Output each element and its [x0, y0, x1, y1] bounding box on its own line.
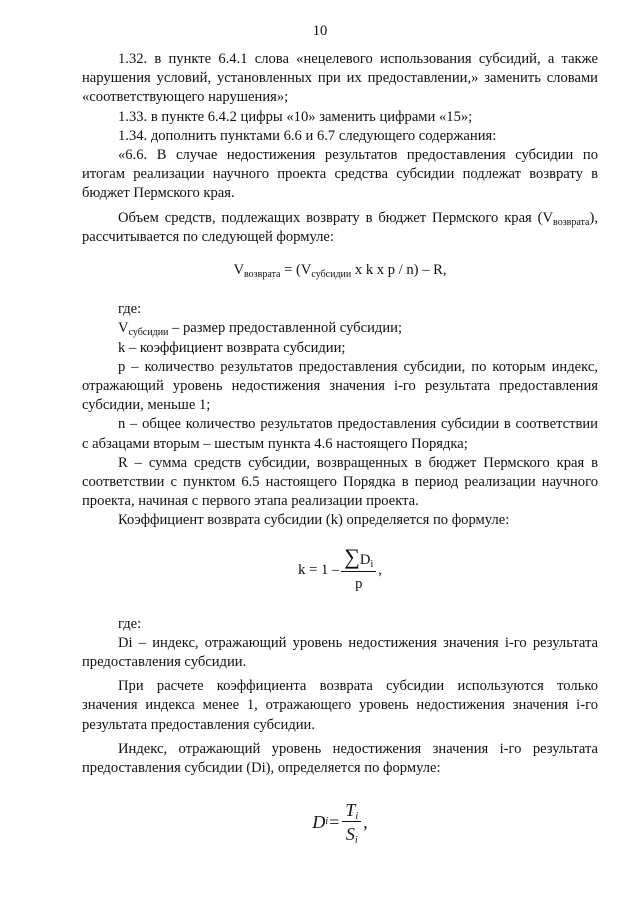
page-number: 10 — [312, 23, 328, 39]
paragraph-volume — [82, 209, 598, 247]
paragraph-6-6: «6.6. В случае недостижения результатов предоставления субсидии по итогам реализации научного проекта средства субсидии подлежат возврату в бюджет Пермского края. — [82, 147, 598, 202]
formula3-den: S — [345, 824, 355, 845]
k-formula-intro: Коэффициент возврата субсидии (k) определяется по формуле: — [118, 512, 510, 529]
formula-return-volume — [82, 261, 598, 280]
formula3-numerator — [342, 800, 361, 822]
formula2-numerator — [341, 544, 376, 572]
formula3-eq: = — [328, 811, 341, 832]
formula1-rest: x k x p / n) – R, — [351, 262, 447, 279]
def-v-letter: V — [118, 320, 129, 337]
formula1-eq-open: = (V — [280, 262, 312, 279]
where-label-2: где: — [118, 615, 142, 632]
definition-v-subsidy — [82, 319, 598, 338]
formula2-num-sub: i — [370, 559, 374, 571]
formula1-lhs-sub: возврата — [244, 269, 281, 281]
volume-sub: возврата — [553, 216, 590, 228]
paragraph-1-32: 1.32. в пункте 6.4.1 слова «нецелевого использования субсидий, а также нарушения условий, установленных при их предоставлении,» заменить словами «соответствующего нарушения»; — [82, 51, 598, 106]
formula3-denominator — [345, 822, 358, 847]
sigma-symbol: ∑ — [344, 544, 360, 570]
definition-r: R – сумма средств субсидии, возвращенных в бюджет Пермского края в соответствии с пунктом 6.5 настоящего Порядка в период реализации научного проекта, начиная с первого этапа реализации проекта. — [82, 454, 598, 510]
formula3-num-sub: i — [355, 811, 359, 823]
definition-k: k – коэффициент возврата субсидии; — [118, 339, 346, 356]
formula1-rhs-sub: субсидии — [311, 269, 352, 281]
calc-note: При расчете коэффициента возврата субсидии используются только значения индекса менее 1, отражающего уровень недостижения значения i-го результата предоставления субсидии. — [82, 678, 598, 733]
formula1-lhs: V — [233, 262, 245, 279]
volume-text-b: ), рассчитывается по следующей формуле: — [82, 209, 598, 245]
formula2-tail: , — [378, 562, 382, 579]
paragraph-1-34: 1.34. дополнить пунктами 6.6 и 6.7 следующего содержания: — [118, 127, 497, 144]
formula3-den-sub: i — [354, 835, 358, 847]
document-body — [82, 50, 598, 866]
formula3-tail: , — [363, 811, 368, 832]
paragraph-1-33: 1.33. в пункте 6.4.2 цифры «10» заменить цифрами «15»; — [118, 108, 473, 125]
formula3-num: T — [345, 800, 356, 821]
formula2-denominator: p — [355, 576, 363, 593]
di-formula-intro: Индекс, отражающий уровень недостижения значения i-го результата предоставления субсидии (Di), определяется по формуле: — [82, 740, 598, 777]
where-label-1: где: — [118, 301, 142, 318]
volume-text-a: Объем средств, подлежащих возврату в бюджет Пермского края (V — [118, 209, 554, 226]
def-v-text: – размер предоставленной субсидии; — [168, 320, 402, 337]
formula3-lhs: D — [312, 811, 326, 832]
formula2-fraction — [341, 544, 376, 594]
definition-p: p – количество результатов предоставления субсидии, по которым индекс, отражающий уровень недостижения значения i-го результата предоставления субсидии, меньше 1; — [82, 358, 598, 414]
formula2-num-var: D — [359, 552, 371, 569]
formula2-lhs: k = 1 – — [298, 562, 340, 579]
formula-return-coefficient — [82, 541, 598, 601]
formula3-fraction — [342, 800, 361, 847]
definition-n: n – общее количество результатов предоставления субсидии в соответствии с абзацами вторым – шестым пункта 4.6 настоящего Порядка; — [82, 416, 598, 452]
definition-di: Di – индекс, отражающий уровень недостижения значения i-го результата предоставления субсидии. — [82, 634, 598, 671]
def-v-sub: субсидии — [128, 327, 169, 339]
formula-index-di: D i = $\frac{T_i}{S_i}$ , — [312, 800, 368, 847]
